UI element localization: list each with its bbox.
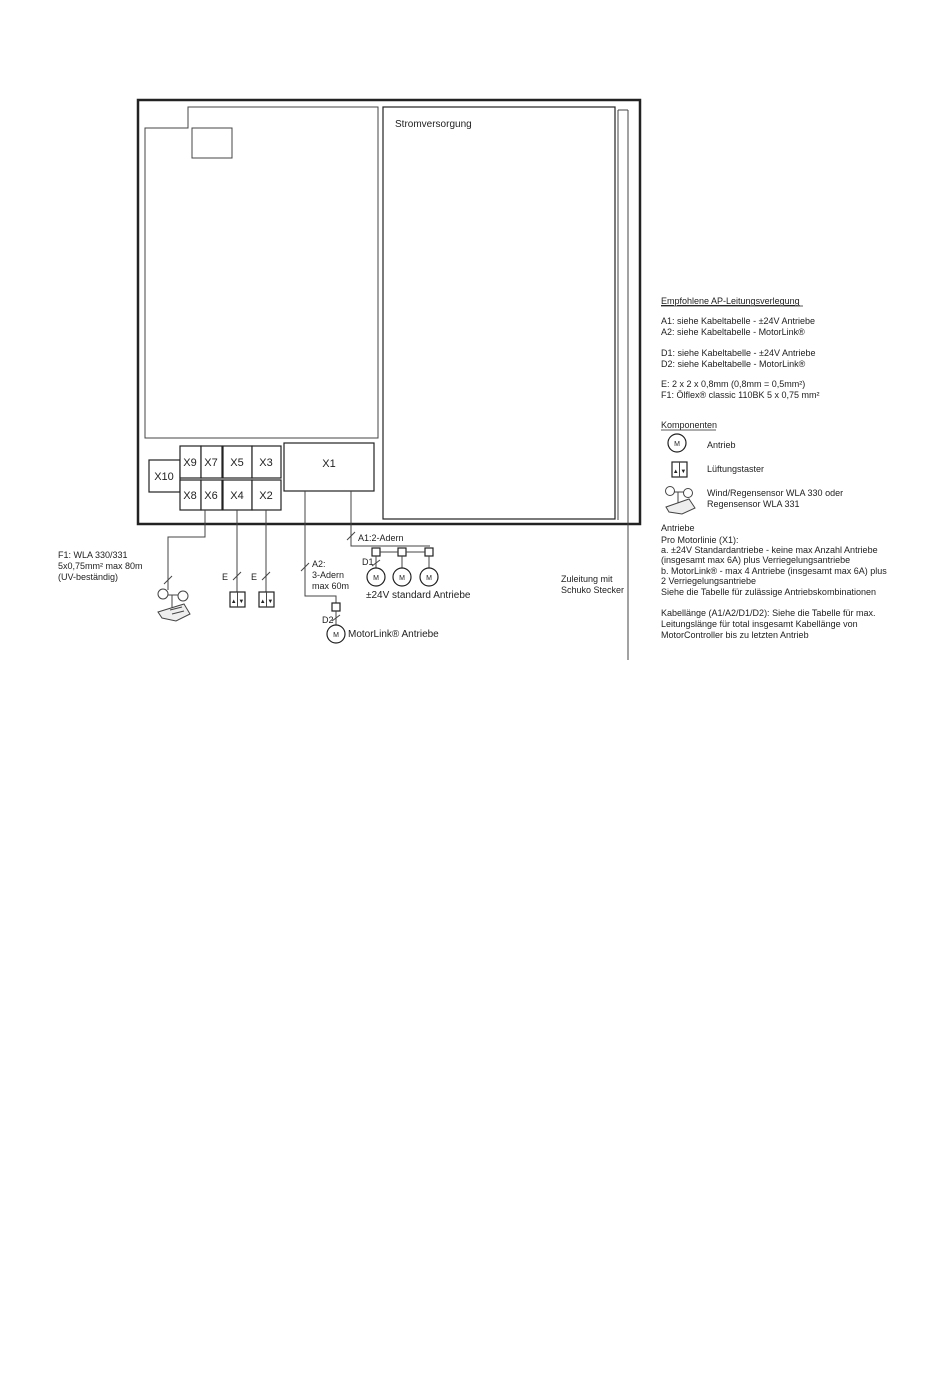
f1-cable (168, 510, 205, 590)
legend-a1: A1: siehe Kabeltabelle - ±24V Antriebe (661, 316, 816, 326)
power-supply-label: Stromversorgung (395, 119, 472, 130)
e-label-x2: E (251, 572, 258, 582)
standard-drive-icon (367, 568, 385, 586)
terminal-x3 (252, 446, 281, 478)
vent-button-symbol-icon (672, 462, 687, 477)
components-title: Komponenten (661, 420, 718, 430)
svg-text:X3: X3 (259, 457, 273, 469)
drive-symbol-icon (668, 434, 686, 452)
svg-text:Pro Motorlinie (X1):: Pro Motorlinie (X1): (661, 535, 739, 545)
vent-button-icon (230, 592, 245, 607)
svg-text:X9: X9 (183, 457, 197, 469)
svg-text:b. MotorLink® - max 4 Antrieb: b. MotorLink® - max 4 Antriebe (insgesamt max 6A) plus (661, 566, 887, 576)
routing-title: Empfohlene AP-Leitungsverlegung (661, 296, 800, 306)
board-module (192, 128, 232, 158)
legend-f1: F1: Ölflex® classic 110BK 5 x 0,75 mm² (661, 390, 820, 400)
standard-drive-icon (393, 568, 411, 586)
svg-text:X7: X7 (204, 457, 218, 469)
d1-junction-2 (398, 548, 406, 556)
legend-e: E: 2 x 2 x 0,8mm (0,8mm = 0,5mm²) (661, 379, 806, 389)
a1-label: A1:2-Adern (358, 533, 404, 543)
a2-cable (305, 491, 336, 610)
a2-label (312, 559, 349, 591)
motorlink-drives-label: MotorLink® Antriebe (348, 629, 439, 640)
svg-text:▲: ▲ (230, 599, 237, 605)
motorlink-drive-icon (327, 625, 345, 643)
d1-junction-3 (425, 548, 433, 556)
svg-text:Schuko Stecker: Schuko Stecker (561, 585, 625, 595)
svg-text:M: M (373, 575, 379, 582)
terminal-x4 (223, 480, 252, 510)
svg-text:▲: ▲ (672, 469, 679, 475)
svg-text:max 60m: max 60m (312, 581, 350, 591)
svg-text:X6: X6 (204, 490, 218, 502)
f1-label (58, 550, 143, 582)
mains-label (561, 574, 624, 595)
legend-sensor-line1: Wind/Regensensor WLA 330 oder (707, 488, 844, 498)
svg-text:F1: WLA 330/331: F1: WLA 330/331 (58, 550, 128, 560)
svg-text:M: M (674, 441, 680, 448)
power-supply-box (383, 107, 615, 519)
d2-junction (332, 603, 340, 611)
svg-text:▼: ▼ (680, 469, 687, 475)
terminal-x5 (223, 446, 252, 478)
svg-text:▲: ▲ (259, 599, 266, 605)
d1-label: D1 (362, 557, 374, 567)
legend-d1: D1: siehe Kabeltabelle - ±24V Antriebe (661, 348, 816, 358)
terminal-x9 (180, 446, 201, 478)
svg-text:M: M (333, 632, 339, 639)
svg-text:(insgesamt max 6A) plus Verrie: (insgesamt max 6A) plus Verriegelungsantriebe (661, 555, 851, 565)
svg-text:X4: X4 (230, 490, 244, 502)
terminal-x10 (149, 460, 180, 492)
legend-drive: Antrieb (707, 440, 736, 450)
svg-text:▼: ▼ (238, 599, 245, 605)
terminal-x1 (284, 443, 374, 491)
controller-board (145, 107, 378, 438)
svg-text:X2: X2 (259, 490, 273, 502)
svg-text:X5: X5 (230, 457, 244, 469)
svg-text:A2:: A2: (312, 559, 326, 569)
d2-label: D2 (322, 615, 334, 625)
svg-text:▼: ▼ (267, 599, 274, 605)
svg-text:X8: X8 (183, 490, 197, 502)
svg-text:2 Verriegelungsantriebe: 2 Verriegelungsantriebe (661, 576, 757, 586)
cable-length-line3: MotorController bis zu letzten Antrieb (661, 630, 809, 640)
legend-sensor-line2: Regensensor WLA 331 (707, 499, 800, 509)
svg-text:Zuleitung mit: Zuleitung mit (561, 574, 613, 584)
sensor-symbol-icon (666, 487, 696, 515)
svg-text:M: M (426, 575, 432, 582)
standard-drives-label: ±24V standard Antriebe (366, 590, 471, 601)
terminal-x7 (201, 446, 222, 478)
drives-title: Antriebe (661, 523, 695, 533)
legend-vent-button: Lüftungstaster (707, 464, 765, 474)
legend-d2: D2: siehe Kabeltabelle - MotorLink® (661, 359, 806, 369)
svg-text:M: M (399, 575, 405, 582)
legend (661, 296, 887, 640)
terminal-x2 (252, 480, 281, 510)
svg-text:5x0,75mm² max 80m: 5x0,75mm² max 80m (58, 561, 143, 571)
cable-length-line2: Leitungslänge für total insgesamt Kabellänge von (661, 619, 858, 629)
cable-length-line1: Kabellänge (A1/A2/D1/D2): Siehe die Tabelle für max. (661, 608, 876, 618)
legend-a2: A2: siehe Kabeltabelle - MotorLink® (661, 327, 805, 337)
standard-drive-icon (420, 568, 438, 586)
svg-text:Siehe die Tabelle für zulässig: Siehe die Tabelle für zulässige Antriebskombinationen (661, 587, 876, 597)
svg-text:(UV-beständig): (UV-beständig) (58, 572, 119, 582)
wind-rain-sensor-icon (158, 589, 190, 621)
vent-button-icon (259, 592, 274, 607)
e-label-x4: E (222, 572, 229, 582)
svg-text:3-Adern: 3-Adern (312, 570, 345, 580)
svg-text:a. ±24V Standardantriebe - ke: a. ±24V Standardantriebe - keine max Anzahl Antriebe (661, 545, 878, 555)
svg-text:X1: X1 (322, 458, 336, 470)
d1-junction-1 (372, 548, 380, 556)
terminal-x6 (201, 480, 222, 510)
terminal-x8 (180, 480, 201, 510)
svg-text:X10: X10 (154, 471, 174, 483)
